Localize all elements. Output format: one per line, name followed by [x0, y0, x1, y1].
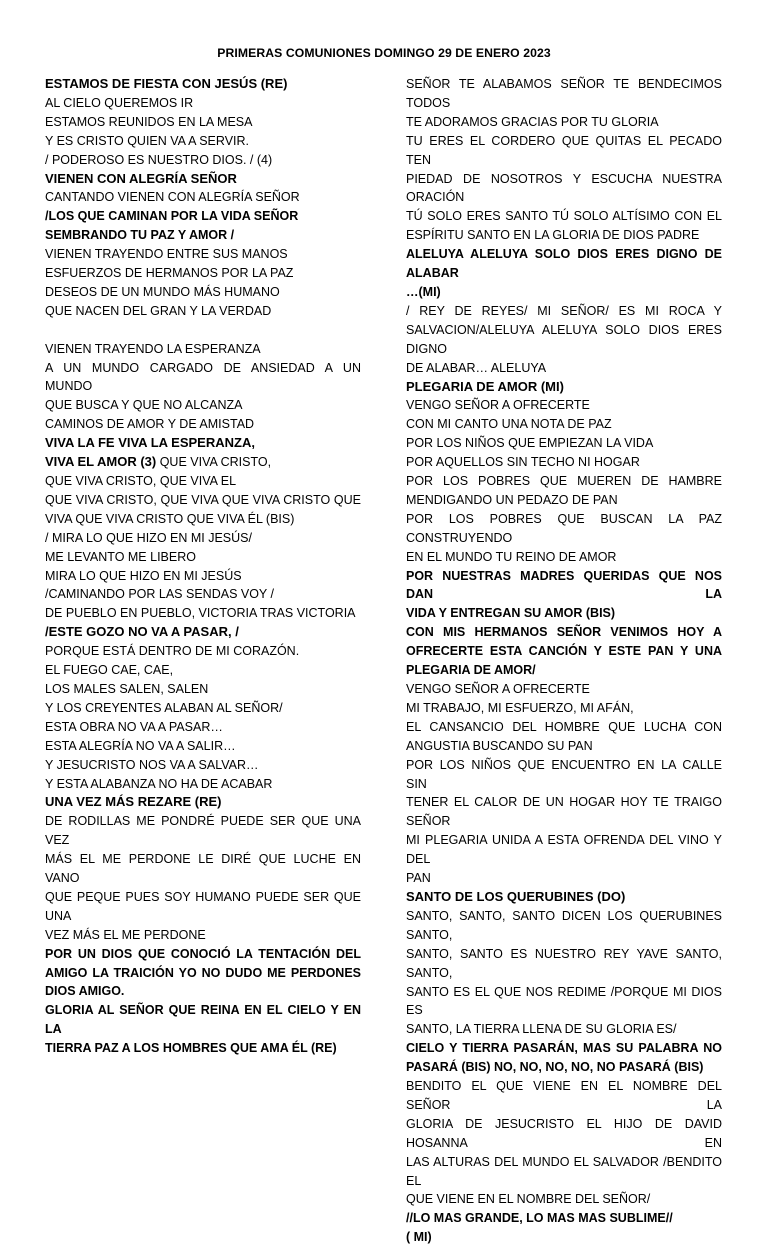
lyric-line: AL CIELO QUEREMOS IR — [45, 95, 194, 110]
lyric-line: EL FUEGO CAE, CAE, — [45, 663, 174, 678]
lyric-line: VIVA QUE VIVA CRISTO QUE VIVA ÉL (BIS) — [45, 511, 295, 526]
lyric-line: SEMBRANDO TU PAZ Y AMOR / — [45, 228, 235, 243]
lyric-line: QUE VIVA CRISTO, QUE VIVA QUE VIVA CRISTO QUE — [45, 492, 361, 507]
right-column — [406, 75, 722, 1247]
song-title: VIVA LA FE VIVA LA ESPERANZA, — [45, 435, 255, 451]
lyric-line: ESFUERZOS DE HERMANOS POR LA PAZ — [45, 266, 294, 281]
lyric-line: SANTO ES EL QUE NOS REDIME /PORQUE MI DIOS ES — [406, 984, 722, 1018]
lyric-line: QUE PEQUE PUES SOY HUMANO PUEDE SER QUE UNA — [45, 889, 361, 923]
lyric-line: GLORIA AL SEÑOR QUE REINA EN EL CIELO Y EN LA — [45, 1003, 361, 1037]
lyric-line: TU ERES EL CORDERO QUE QUITAS EL PECADO TEN — [406, 133, 722, 167]
lyric-line: POR AQUELLOS SIN TECHO NI HOGAR — [406, 455, 640, 470]
lyric-line: ( MI) — [406, 1230, 432, 1245]
lyric-line: PLEGARIA DE AMOR/ — [406, 663, 536, 678]
lyric-line: CIELO Y TIERRA PASARÁN, MAS SU PALABRA NO — [406, 1041, 722, 1056]
lyric-line: PORQUE ESTÁ DENTRO DE MI CORAZÓN. — [45, 644, 300, 659]
lyric-line: MI PLEGARIA UNIDA A ESTA OFRENDA DEL VINO Y DEL — [406, 833, 722, 867]
lyric-line: CON MI CANTO UNA NOTA DE PAZ — [406, 417, 612, 432]
lyric-line: //LO MAS GRANDE, LO MAS MAS SUBLIME// — [406, 1211, 673, 1226]
lyric-line: BENDITO EL QUE VIENE EN EL NOMBRE DEL SEÑOR LA — [406, 1079, 722, 1112]
song-title: SANTO DE LOS QUERUBINES (DO) — [406, 888, 626, 904]
lyric-line: POR LOS NIÑOS QUE EMPIEZAN LA VIDA — [406, 436, 654, 451]
lyric-line: LOS MALES SALEN, SALEN — [45, 681, 209, 696]
lyric-line: /CAMINANDO POR LAS SENDAS VOY / — [45, 587, 274, 602]
lyric-line: ANGUSTIA BUSCANDO SU PAN — [406, 738, 593, 753]
lyric-line: POR LOS POBRES QUE BUSCAN LA PAZ CONSTRUYENDO — [406, 511, 722, 545]
lyric-line: Y ESTA ALABANZA NO HA DE ACABAR — [45, 776, 273, 791]
lyric-line: DE PUEBLO EN PUEBLO, VICTORIA TRAS VICTORIA — [45, 606, 356, 621]
lyric-line: /LOS QUE CAMINAN POR LA VIDA SEÑOR — [45, 209, 299, 224]
lyric-line: / MIRA LO QUE HIZO EN MI JESÚS/ — [45, 530, 252, 545]
lyric-line: POR UN DIOS QUE CONOCIÓ LA TENTACIÓN DEL — [45, 946, 361, 961]
lyric-line: PIEDAD DE NOSOTROS Y ESCUCHA NUESTRA ORACIÓN — [406, 171, 722, 205]
lyric-line: CANTANDO VIENEN CON ALEGRÍA SEÑOR — [45, 190, 300, 205]
lyric-line: QUE VIENE EN EL NOMBRE DEL SEÑOR/ — [406, 1192, 651, 1207]
lyric-line: PASARÁ (BIS) NO, NO, NO, NO, NO PASARÁ (BIS) — [406, 1060, 704, 1075]
lyric-line: LAS ALTURAS DEL MUNDO EL SALVADOR /BENDITO EL — [406, 1154, 722, 1188]
lyric-line: PAN — [406, 871, 431, 886]
lyric-line: Y JESUCRISTO NOS VA A SALVAR… — [45, 757, 259, 772]
lyric-line: VIENEN TRAYENDO LA ESPERANZA — [45, 341, 261, 356]
lyric-line: SANTO, SANTO ES NUESTRO REY YAVE SANTO, SANTO, — [406, 946, 722, 980]
lyric-line: DESEOS DE UN MUNDO MÁS HUMANO — [45, 284, 280, 299]
lyric-line: TENER EL CALOR DE UN HOGAR HOY TE TRAIGO SEÑOR — [406, 795, 722, 829]
lyric-line: EN EL MUNDO TU REINO DE AMOR — [406, 549, 617, 564]
lyric-line: QUE VIVA CRISTO, QUE VIVA EL — [45, 474, 237, 489]
lyric-line: CON MIS HERMANOS SEÑOR VENIMOS HOY A — [406, 625, 722, 640]
lyric-line: CAMINOS DE AMOR Y DE AMISTAD — [45, 417, 255, 432]
lyric-line: POR NUESTRAS MADRES QUERIDAS QUE NOS DAN LA — [406, 568, 722, 602]
lyric-line: / PODEROSO ES NUESTRO DIOS. / (4) — [45, 152, 273, 167]
lyric-line: EL CANSANCIO DEL HOMBRE QUE LUCHA CON — [406, 719, 722, 734]
lyric-line: SANTO, LA TIERRA LLENA DE SU GLORIA ES/ — [406, 1022, 677, 1037]
lyric-line: VIENEN TRAYENDO ENTRE SUS MANOS — [45, 247, 288, 262]
lyric-line: QUE NACEN DEL GRAN Y LA VERDAD — [45, 303, 272, 318]
song-title: VIENEN CON ALEGRÍA SEÑOR — [45, 170, 237, 186]
lyric-line: TÚ SOLO ERES SANTO TÚ SOLO ALTÍSIMO CON EL — [406, 209, 722, 224]
lyric-line: VENGO SEÑOR A OFRECERTE — [406, 682, 590, 696]
lyric-line: MI TRABAJO, MI ESFUERZO, MI AFÁN, — [406, 700, 634, 715]
lyric-line: VEZ MÁS EL ME PERDONE — [45, 927, 206, 942]
song-title: PLEGARIA DE AMOR (MI) — [406, 378, 564, 394]
lyric-line: SEÑOR TE ALABAMOS SEÑOR TE BENDECIMOS TODOS — [406, 77, 722, 110]
lyric-line: POR LOS NIÑOS QUE ENCUENTRO EN LA CALLE SIN — [406, 757, 722, 791]
lyric-line: ESPÍRITU SANTO EN LA GLORIA DE DIOS PADRE — [406, 228, 700, 243]
lyric-line: A UN MUNDO CARGADO DE ANSIEDAD A UN MUNDO — [45, 360, 361, 394]
lyric-line: GLORIA DE JESUCRISTO EL HIJO DE DAVID HOSANNA EN — [406, 1116, 722, 1150]
lyric-line: VIDA Y ENTREGAN SU AMOR (BIS) — [406, 606, 616, 621]
lyric-line: SANTO, SANTO, SANTO DICEN LOS QUERUBINES SANTO, — [406, 908, 722, 942]
lyric-line: ME LEVANTO ME LIBERO — [45, 549, 196, 564]
lyric-line: MÁS EL ME PERDONE LE DIRÉ QUE LUCHE EN VANO — [45, 852, 361, 886]
left-column — [45, 75, 361, 1058]
lyric-line: Y LOS CREYENTES ALABAN AL SEÑOR/ — [45, 700, 283, 715]
song-title: ESTAMOS DE FIESTA CON JESÚS (RE) — [45, 76, 288, 91]
lyric-line: POR LOS POBRES QUE MUEREN DE HAMBRE — [406, 474, 722, 489]
lyric-line: DIOS AMIGO. — [45, 984, 125, 999]
lyric-line: MENDIGANDO UN PEDAZO DE PAN — [406, 492, 618, 507]
lyric-line: MIRA LO QUE HIZO EN MI JESÚS — [45, 568, 242, 583]
blank-line — [45, 321, 361, 340]
lyric-line: / REY DE REYES/ MI SEÑOR/ ES MI ROCA Y — [406, 303, 722, 318]
lyric-line: OFRECERTE ESTA CANCIÓN Y ESTE PAN Y UNA — [406, 644, 722, 659]
song-title: /ESTE GOZO NO VA A PASAR, / — [45, 624, 239, 640]
song-title: VIVA EL AMOR (3) QUE VIVA CRISTO, — [45, 454, 272, 470]
lyric-line: QUE BUSCA Y QUE NO ALCANZA — [45, 398, 243, 413]
page-title: PRIMERAS COMUNIONES DOMINGO 29 DE ENERO 2023 — [217, 46, 551, 60]
lyric-line: Y ES CRISTO QUIEN VA A SERVIR. — [45, 133, 250, 148]
lyric-line: DE RODILLAS ME PONDRÉ PUEDE SER QUE UNA VEZ — [45, 814, 361, 848]
lyric-line: TE ADORAMOS GRACIAS POR TU GLORIA — [406, 114, 659, 129]
song-title: UNA VEZ MÁS REZARE (RE) — [45, 794, 222, 810]
lyric-line: DE ALABAR… ALELUYA — [406, 360, 547, 375]
lyric-line: ESTAMOS REUNIDOS EN LA MESA — [45, 114, 253, 129]
lyric-line: ALELUYA ALELUYA SOLO DIOS ERES DIGNO DE ALABAR — [406, 247, 722, 281]
lyric-line: ESTA ALEGRÍA NO VA A SALIR… — [45, 738, 236, 753]
lyric-line: ESTA OBRA NO VA A PASAR… — [45, 719, 223, 734]
lyric-line: AMIGO LA TRAICIÓN YO NO DUDO ME PERDONES — [45, 965, 361, 980]
lyric-line: SALVACION/ALELUYA ALELUYA SOLO DIOS ERES DIGNO — [406, 322, 722, 356]
lyric-line: …(MI) — [406, 284, 441, 299]
lyric-line: TIERRA PAZ A LOS HOMBRES QUE AMA ÉL (RE) — [45, 1041, 337, 1056]
lyric-line: VENGO SEÑOR A OFRECERTE — [406, 398, 590, 413]
